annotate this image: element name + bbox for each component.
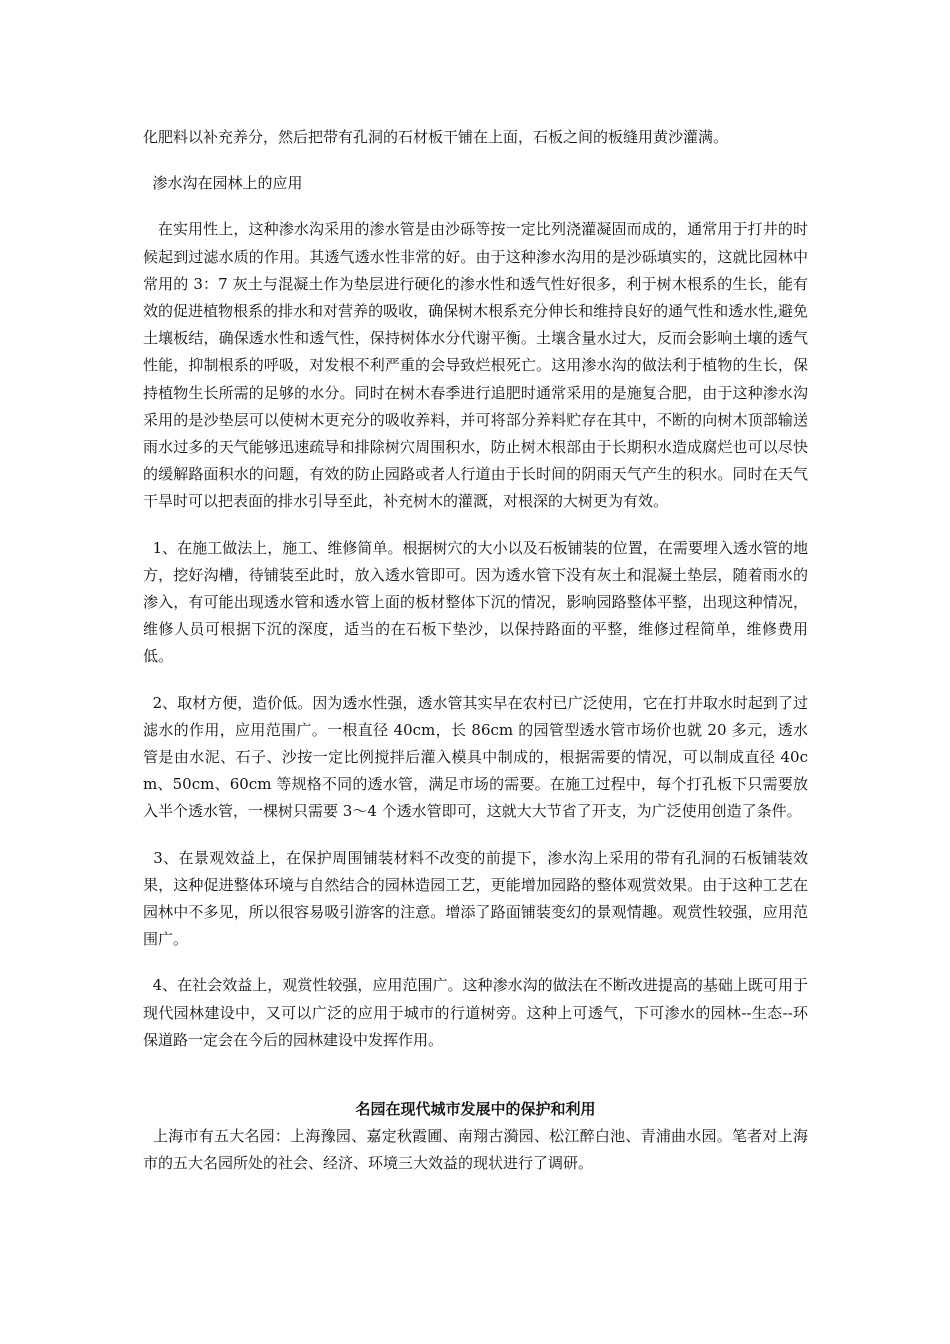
section-title: 渗水沟在园林上的应用 [143,174,303,193]
paragraph-fertilizer: 化肥料以补充养分，然后把带有孔洞的石材板干铺在上面，石板之间的板缝用黄沙灌满。 [143,128,729,146]
document-page [143,124,808,1178]
paragraph-shanghai-gardens: 上海市有五大名园：上海豫园、嘉定秋霞圃、南翔古漪园、松江醉白池、青浦曲水园。笔者对上海市的五大名园所处的社会、经济、环境三大效益的现状进行了调研。 [143,1127,808,1173]
paragraph-point-4: 4、在社会效益上，观赏性较强，应用范围广。这种渗水沟的做法在不断改进提高的基础上既可用于现代园林建设中，又可以广泛的应用于城市的行道树旁。这种上可透气，下可渗水的园林--生态--环保道路一定会在今后的园林建设中发挥作用。 [143,976,808,1049]
paragraph-point-1: 1、在施工做法上，施工、维修简单。根据树穴的大小以及石板铺装的位置，在需要埋入透水管的地方，挖好沟槽，待铺装至此时，放入透水管即可。因为透水管下没有灰土和混凝土垫层，随着雨水的渗入，有可能出现透水管和透水管上面的板材整体下沉的情况，影响园路整体平整，出现这种情况，维修人员可根据下沉的深度，适当的在石板下垫沙，以保持路面的平整，维修过程简单，维修费用低。 [143,538,808,666]
paragraph-practicality: 在实用性上，这种渗水沟采用的渗水管是由沙砾等按一定比列浇灌凝固而成的，通常用于打井的时候起到过滤水质的作用。其透气透水性非常的好。由于这种渗水沟用的是沙砾填实的，这就比园林中常用的 3：7 灰土与混凝土作为垫层进行硬化的渗水性和透气性好很多，利于树木根系的生长，能有效的促进植物根系的排水和对营养的吸收，确保树木根系充分伸长和维持良好的通气性和透水性,避免土壤板结，确保透水性和透气性，保持树体水分代谢平衡。土壤含量水过大，反而会影响土壤的透气性能，抑制根系的呼吸，对发根不利严重的会导致烂根死亡。这用渗水沟的做法利于植物的生长，保持植物生长所需的足够的水分。同时在树木春季进行追肥时通常采用的是施复合肥，由于这种渗水沟采用的是沙垫层可以使树木更充分的吸收养料，并可将部分养料贮存在其中，不断的向树木顶部输送雨水过多的天气能够迅速疏导和排除树穴周围积水，防止树木根部由于长期积水造成腐烂也可以尽快的缓解路面积水的问题，有效的防止园路或者人行道由于长时间的阴雨天气产生的积水。同时在天气干旱时可以把表面的排水引导至此，补充树木的灌溉，对根深的大树更为有效。 [143,220,808,511]
paragraph-point-3: 3、在景观效益上，在保护周围铺装材料不改变的前提下，渗水沟上采用的带有孔洞的石板铺装效果，这种促进整体环境与自然结合的园林造园工艺，更能增加园路的整体观赏效果。由于这种工艺在园林中不多见，所以很容易吸引游客的注意。增添了路面铺装变幻的景观情趣。观赏性较强，应用范围广。 [143,848,808,949]
section-heading: 名园在现代城市发展中的保护和利用 [355,1100,596,1119]
paragraph-point-2: 2、取材方便，造价低。因为透水性强，透水管其实早在农村已广泛使用，它在打井取水时起到了过滤水的作用，应用范围广。一根直径 40cm，长 86cm 的园管型透水管市场价也就 20 多元，透水管是由水泥、石子、沙按一定比例搅拌后灌入模具中制成的，根据需要的情况，可以制成直径 40cm、50cm、60cm 等规格不同的透水管，满足市场的需要。在施工过程中，每个打孔板下只需要放入半个透水管，一棵树只需要 3～4 个透水管即可，这就大大节省了开支，为广泛使用创造了条件。 [143,693,808,821]
